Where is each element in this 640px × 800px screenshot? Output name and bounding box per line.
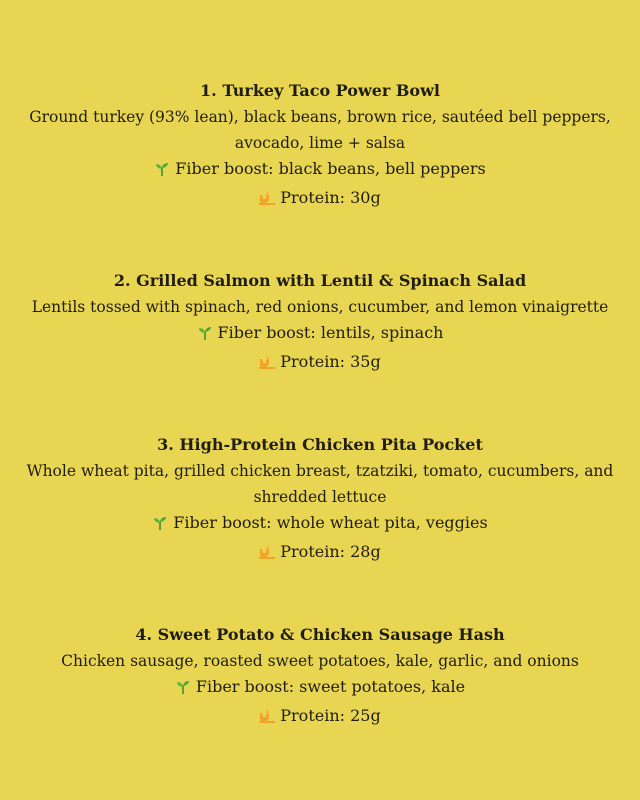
meal-description: Ground turkey (93% lean), black beans, brown rice, sautéed bell peppers, avocado, lime + salsa bbox=[29, 108, 611, 152]
protein-text: Protein: 25g bbox=[280, 706, 381, 725]
protein-line bbox=[259, 185, 380, 211]
seedling-icon bbox=[154, 161, 170, 177]
fiber-text: Fiber boost: lentils, spinach bbox=[217, 323, 444, 342]
fiber-line bbox=[197, 320, 444, 346]
fiber-text: Fiber boost: sweet potatoes, kale bbox=[195, 677, 466, 696]
meal-description: Chicken sausage, roasted sweet potatoes, kale, garlic, and onions bbox=[61, 652, 579, 670]
meal-title: 3. High-Protein Chicken Pita Pocket bbox=[157, 435, 483, 454]
flexed-biceps-icon bbox=[259, 190, 275, 206]
fiber-line bbox=[175, 674, 465, 700]
meal-title: 4. Sweet Potato & Chicken Sausage Hash bbox=[135, 625, 505, 644]
fiber-text: Fiber boost: black beans, bell peppers bbox=[175, 159, 486, 178]
seedling-icon bbox=[197, 325, 213, 341]
flexed-biceps-icon bbox=[259, 544, 275, 560]
meal-item-4 bbox=[0, 622, 640, 732]
fiber-line bbox=[152, 510, 487, 536]
meal-item-2 bbox=[0, 268, 640, 378]
meal-title: 2. Grilled Salmon with Lentil & Spinach Salad bbox=[113, 271, 527, 290]
meal-description: Whole wheat pita, grilled chicken breast, tzatziki, tomato, cucumbers, and shredded lettuce bbox=[26, 462, 614, 506]
seedling-icon bbox=[175, 679, 191, 695]
meal-title: 1. Turkey Taco Power Bowl bbox=[200, 81, 440, 100]
protein-line bbox=[259, 703, 380, 729]
seedling-icon bbox=[152, 515, 168, 531]
protein-text: Protein: 28g bbox=[280, 542, 381, 561]
fiber-line bbox=[154, 156, 485, 182]
fiber-text: Fiber boost: whole wheat pita, veggies bbox=[173, 513, 488, 532]
meal-description: Lentils tossed with spinach, red onions, cucumber, and lemon vinaigrette bbox=[31, 298, 609, 316]
protein-text: Protein: 35g bbox=[280, 352, 381, 371]
protein-line bbox=[259, 539, 380, 565]
protein-text: Protein: 30g bbox=[280, 188, 381, 207]
flexed-biceps-icon bbox=[259, 354, 275, 370]
flexed-biceps-icon bbox=[259, 708, 275, 724]
meal-item-3 bbox=[0, 432, 640, 568]
meal-item-1 bbox=[0, 78, 640, 214]
protein-line bbox=[259, 349, 380, 375]
